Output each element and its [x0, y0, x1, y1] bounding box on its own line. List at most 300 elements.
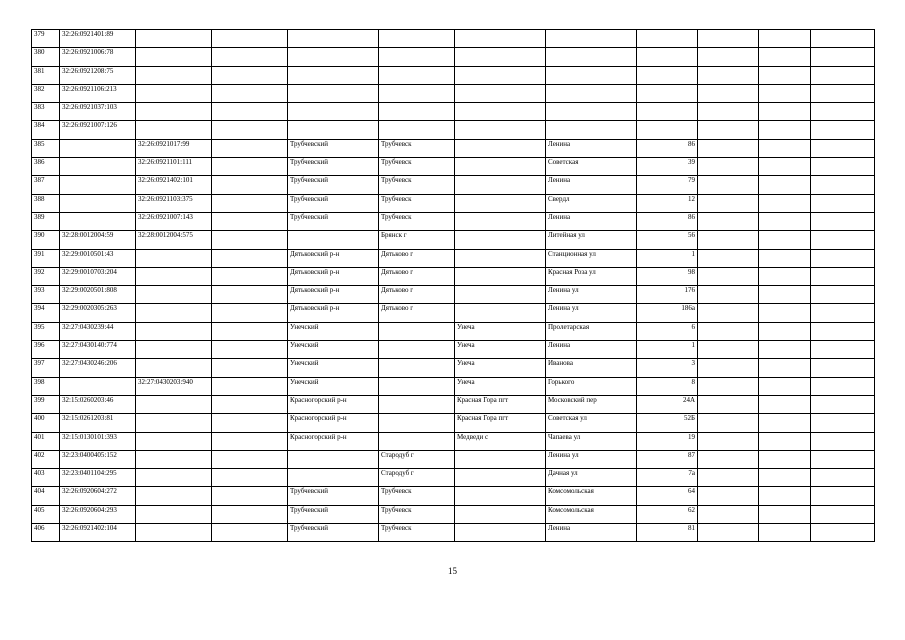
- table-row: [32, 103, 875, 121]
- table-cell: [288, 48, 379, 66]
- table-cell: 402: [32, 450, 60, 468]
- table-cell: 32:15:0261203:81: [60, 414, 136, 432]
- table-cell: [698, 139, 759, 157]
- table-cell: [759, 176, 811, 194]
- table-row: [32, 487, 875, 505]
- table-cell: 176: [637, 286, 698, 304]
- table-cell: 385: [32, 139, 60, 157]
- table-cell: 8: [637, 377, 698, 395]
- table-cell: 32:26:0921401:89: [60, 30, 136, 48]
- table-row: [32, 84, 875, 102]
- table-row: [32, 121, 875, 139]
- table-cell: [379, 359, 455, 377]
- table-cell: [136, 84, 212, 102]
- table-cell: [811, 84, 875, 102]
- table-cell: [698, 450, 759, 468]
- table-cell: Дятьковский р-н: [288, 267, 379, 285]
- table-cell: Станционная ул: [546, 249, 637, 267]
- table-cell: Трубчевский: [288, 505, 379, 523]
- table-cell: 32:29:0010703:204: [60, 267, 136, 285]
- table-cell: [455, 158, 546, 176]
- table-cell: [455, 304, 546, 322]
- table-row: [32, 194, 875, 212]
- table-cell: [698, 469, 759, 487]
- table-cell: 32:26:0920604:293: [60, 505, 136, 523]
- table-cell: [136, 286, 212, 304]
- table-cell: [136, 48, 212, 66]
- table-cell: [379, 84, 455, 102]
- table-cell: [379, 322, 455, 340]
- table-cell: [698, 341, 759, 359]
- table-cell: Унечский: [288, 377, 379, 395]
- table-cell: [811, 103, 875, 121]
- table-cell: [136, 121, 212, 139]
- table-cell: [212, 48, 288, 66]
- table-cell: 86: [637, 212, 698, 230]
- table-cell: [637, 121, 698, 139]
- table-cell: Московский пер: [546, 395, 637, 413]
- table-cell: [811, 304, 875, 322]
- table-cell: [455, 66, 546, 84]
- table-cell: [759, 341, 811, 359]
- table-cell: [698, 103, 759, 121]
- table-cell: [759, 139, 811, 157]
- table-cell: 32:26:0921402:104: [60, 524, 136, 542]
- table-cell: Ленина ул: [546, 304, 637, 322]
- table-cell: [698, 395, 759, 413]
- table-cell: [136, 304, 212, 322]
- table-cell: [759, 469, 811, 487]
- table-cell: Красная Роза ул: [546, 267, 637, 285]
- table-cell: 32:28:0012004:575: [136, 231, 212, 249]
- table-cell: [288, 469, 379, 487]
- table-cell: [136, 341, 212, 359]
- table-row: [32, 304, 875, 322]
- table-cell: Трубчевский: [288, 158, 379, 176]
- table-cell: [811, 469, 875, 487]
- table-cell: [455, 267, 546, 285]
- table-cell: 383: [32, 103, 60, 121]
- table-cell: 395: [32, 322, 60, 340]
- table-cell: [637, 30, 698, 48]
- table-row: [32, 231, 875, 249]
- table-cell: [811, 249, 875, 267]
- table-cell: Трубчевский: [288, 139, 379, 157]
- table-cell: Советская ул: [546, 414, 637, 432]
- table-cell: [212, 249, 288, 267]
- table-cell: [136, 524, 212, 542]
- table-cell: [811, 30, 875, 48]
- table-cell: 388: [32, 194, 60, 212]
- table-cell: 32:26:0921101:111: [136, 158, 212, 176]
- table-cell: [546, 84, 637, 102]
- table-cell: [212, 341, 288, 359]
- table-cell: 394: [32, 304, 60, 322]
- table-cell: [212, 432, 288, 450]
- table-cell: Красная Гора пгт: [455, 395, 546, 413]
- table-cell: Дятьково г: [379, 249, 455, 267]
- table-cell: 32:26:0921017:99: [136, 139, 212, 157]
- table-cell: Унеча: [455, 322, 546, 340]
- table-cell: [379, 377, 455, 395]
- table-cell: [455, 286, 546, 304]
- table-cell: Унечский: [288, 341, 379, 359]
- table-cell: 32:29:0010501:43: [60, 249, 136, 267]
- table-cell: Иванова: [546, 359, 637, 377]
- table-cell: [136, 505, 212, 523]
- table-cell: Ленина: [546, 212, 637, 230]
- data-table: [31, 29, 875, 542]
- table-cell: [455, 30, 546, 48]
- table-cell: [759, 359, 811, 377]
- table-cell: Унеча: [455, 341, 546, 359]
- table-cell: [811, 121, 875, 139]
- table-cell: Брянск г: [379, 231, 455, 249]
- table-cell: 64: [637, 487, 698, 505]
- table-cell: [136, 487, 212, 505]
- table-cell: Трубчевск: [379, 176, 455, 194]
- table-cell: [698, 249, 759, 267]
- table-cell: [759, 231, 811, 249]
- table-cell: Дятьково г: [379, 267, 455, 285]
- table-cell: [811, 158, 875, 176]
- table-cell: [136, 267, 212, 285]
- table-cell: [698, 121, 759, 139]
- table-row: [32, 524, 875, 542]
- table-cell: [136, 249, 212, 267]
- table-cell: [698, 377, 759, 395]
- table-cell: 391: [32, 249, 60, 267]
- table-cell: [60, 212, 136, 230]
- table-cell: Унечский: [288, 359, 379, 377]
- table-cell: 81: [637, 524, 698, 542]
- table-row: [32, 450, 875, 468]
- table-cell: Трубчевский: [288, 194, 379, 212]
- table-cell: [455, 469, 546, 487]
- table-row: [32, 505, 875, 523]
- table-row: [32, 377, 875, 395]
- table-cell: 62: [637, 505, 698, 523]
- table-cell: [759, 121, 811, 139]
- table-cell: [212, 395, 288, 413]
- table-cell: [698, 487, 759, 505]
- table-cell: [759, 194, 811, 212]
- table-cell: Литейная ул: [546, 231, 637, 249]
- table-cell: 380: [32, 48, 60, 66]
- table-cell: 24А: [637, 395, 698, 413]
- table-cell: [212, 524, 288, 542]
- table-cell: Трубчевск: [379, 194, 455, 212]
- table-cell: [60, 158, 136, 176]
- table-cell: [759, 84, 811, 102]
- table-cell: 32:26:0921007:126: [60, 121, 136, 139]
- table-cell: [212, 176, 288, 194]
- table-cell: Трубчевский: [288, 212, 379, 230]
- table-cell: [212, 103, 288, 121]
- table-cell: [759, 103, 811, 121]
- table-cell: [811, 231, 875, 249]
- table-cell: [759, 48, 811, 66]
- table-cell: [811, 432, 875, 450]
- table-row: [32, 158, 875, 176]
- table-cell: [455, 450, 546, 468]
- table-cell: [698, 66, 759, 84]
- table-cell: [546, 103, 637, 121]
- table-cell: [637, 48, 698, 66]
- table-cell: [212, 158, 288, 176]
- table-cell: Ленина: [546, 524, 637, 542]
- table-cell: Пролетарская: [546, 322, 637, 340]
- table-cell: Ленина ул: [546, 450, 637, 468]
- table-cell: [136, 450, 212, 468]
- table-cell: [379, 414, 455, 432]
- table-cell: 3: [637, 359, 698, 377]
- table-cell: [698, 194, 759, 212]
- table-cell: 387: [32, 176, 60, 194]
- table-cell: [759, 395, 811, 413]
- table-cell: 32:28:0012004:59: [60, 231, 136, 249]
- table-cell: Ленина: [546, 176, 637, 194]
- table-cell: [546, 48, 637, 66]
- table-cell: [698, 48, 759, 66]
- table-cell: Дачная ул: [546, 469, 637, 487]
- table-cell: 32:26:0921402:101: [136, 176, 212, 194]
- table-cell: [698, 267, 759, 285]
- table-cell: 1: [637, 341, 698, 359]
- table-cell: 32:27:0430203:940: [136, 377, 212, 395]
- table-cell: [136, 103, 212, 121]
- table-cell: Красногорский р-н: [288, 432, 379, 450]
- table-cell: [455, 231, 546, 249]
- table-cell: [811, 212, 875, 230]
- table-cell: 405: [32, 505, 60, 523]
- table-cell: [759, 450, 811, 468]
- table-cell: Советская: [546, 158, 637, 176]
- table-cell: [212, 505, 288, 523]
- table-cell: 52Б: [637, 414, 698, 432]
- table-cell: Унечский: [288, 322, 379, 340]
- table-cell: [811, 450, 875, 468]
- table-cell: Дятьково г: [379, 304, 455, 322]
- table-cell: [811, 48, 875, 66]
- table-cell: [288, 30, 379, 48]
- table-cell: [136, 359, 212, 377]
- table-cell: [698, 432, 759, 450]
- table-cell: [811, 524, 875, 542]
- table-cell: 384: [32, 121, 60, 139]
- table-cell: 98: [637, 267, 698, 285]
- table-cell: [212, 414, 288, 432]
- table-cell: Трубчевск: [379, 212, 455, 230]
- table-cell: [698, 304, 759, 322]
- table-cell: [60, 139, 136, 157]
- table-cell: [379, 30, 455, 48]
- table-cell: [811, 322, 875, 340]
- table-cell: [811, 341, 875, 359]
- table-cell: [637, 103, 698, 121]
- table-cell: [759, 304, 811, 322]
- table-cell: 32:26:0920604:272: [60, 487, 136, 505]
- table-cell: Медведи с: [455, 432, 546, 450]
- table-cell: [136, 395, 212, 413]
- table-cell: 392: [32, 267, 60, 285]
- table-cell: Красногорский р-н: [288, 414, 379, 432]
- table-cell: 32:26:0921208:75: [60, 66, 136, 84]
- table-cell: [60, 377, 136, 395]
- table-cell: 32:27:0430239:44: [60, 322, 136, 340]
- table-cell: 56: [637, 231, 698, 249]
- table-cell: 401: [32, 432, 60, 450]
- table-cell: Унеча: [455, 359, 546, 377]
- table-cell: [455, 249, 546, 267]
- table-cell: [288, 66, 379, 84]
- table-cell: [212, 450, 288, 468]
- table-cell: [136, 432, 212, 450]
- table-cell: [455, 121, 546, 139]
- table-cell: [546, 30, 637, 48]
- table-cell: 1: [637, 249, 698, 267]
- table-row: [32, 249, 875, 267]
- table-cell: Дятьковский р-н: [288, 249, 379, 267]
- table-cell: [212, 469, 288, 487]
- table-cell: Ленина: [546, 139, 637, 157]
- table-cell: [698, 231, 759, 249]
- table-cell: Трубчевск: [379, 487, 455, 505]
- table-cell: [759, 158, 811, 176]
- table-cell: Ленина ул: [546, 286, 637, 304]
- table-row: [32, 359, 875, 377]
- table-cell: 398: [32, 377, 60, 395]
- table-cell: [759, 487, 811, 505]
- table-cell: Трубчевск: [379, 505, 455, 523]
- table-cell: Горького: [546, 377, 637, 395]
- table-row: [32, 212, 875, 230]
- table-row: [32, 286, 875, 304]
- table-row: [32, 176, 875, 194]
- table-cell: 79: [637, 176, 698, 194]
- table-cell: 32:27:0430246:206: [60, 359, 136, 377]
- table-cell: Чапаева ул: [546, 432, 637, 450]
- table-cell: [136, 322, 212, 340]
- table-cell: [759, 249, 811, 267]
- table-cell: [759, 212, 811, 230]
- table-cell: 403: [32, 469, 60, 487]
- table-cell: [759, 377, 811, 395]
- table-cell: 404: [32, 487, 60, 505]
- table-row: [32, 66, 875, 84]
- table-row: [32, 395, 875, 413]
- table-cell: Комсомольская: [546, 505, 637, 523]
- table-cell: Дятьковский р-н: [288, 286, 379, 304]
- table-cell: Трубчевск: [379, 524, 455, 542]
- table-cell: [455, 176, 546, 194]
- table-cell: [212, 487, 288, 505]
- table-cell: [288, 121, 379, 139]
- table-cell: [698, 359, 759, 377]
- table-cell: [212, 212, 288, 230]
- table-cell: [811, 487, 875, 505]
- table-cell: Красная Гора пгт: [455, 414, 546, 432]
- table-cell: [455, 103, 546, 121]
- table-cell: Стародуб г: [379, 469, 455, 487]
- table-cell: [455, 524, 546, 542]
- table-cell: 32:26:0921006:78: [60, 48, 136, 66]
- table-cell: 379: [32, 30, 60, 48]
- table-cell: [212, 194, 288, 212]
- table-cell: Дятьково г: [379, 286, 455, 304]
- table-cell: [811, 139, 875, 157]
- table-cell: [212, 139, 288, 157]
- table-cell: [455, 487, 546, 505]
- table-cell: [698, 505, 759, 523]
- table-cell: [379, 66, 455, 84]
- table-cell: [759, 414, 811, 432]
- table-cell: [811, 414, 875, 432]
- table-cell: [759, 267, 811, 285]
- table-cell: 32:29:0020305:263: [60, 304, 136, 322]
- table-cell: [379, 341, 455, 359]
- table-cell: Унеча: [455, 377, 546, 395]
- table-cell: [212, 322, 288, 340]
- table-cell: [637, 66, 698, 84]
- table-cell: [288, 231, 379, 249]
- table-cell: [698, 84, 759, 102]
- table-cell: [759, 432, 811, 450]
- table-cell: 32:26:0921007:143: [136, 212, 212, 230]
- table-cell: [136, 414, 212, 432]
- table-cell: 399: [32, 395, 60, 413]
- table-cell: [212, 304, 288, 322]
- table-cell: [379, 432, 455, 450]
- table-cell: [136, 66, 212, 84]
- table-cell: 382: [32, 84, 60, 102]
- table-cell: 393: [32, 286, 60, 304]
- table-cell: 32:29:0020501:808: [60, 286, 136, 304]
- table-cell: [759, 505, 811, 523]
- table-cell: [811, 176, 875, 194]
- table-cell: Трубчевский: [288, 487, 379, 505]
- table-cell: [212, 231, 288, 249]
- table-cell: [455, 139, 546, 157]
- table-cell: [455, 84, 546, 102]
- table-cell: [212, 30, 288, 48]
- table-row: [32, 267, 875, 285]
- table-cell: [379, 103, 455, 121]
- table-cell: Трубчевск: [379, 139, 455, 157]
- table-cell: 390: [32, 231, 60, 249]
- table-cell: [698, 176, 759, 194]
- table-cell: 406: [32, 524, 60, 542]
- table-cell: 400: [32, 414, 60, 432]
- table-cell: 32:27:0430140:774: [60, 341, 136, 359]
- table-cell: 32:26:0921103:375: [136, 194, 212, 212]
- table-cell: [811, 267, 875, 285]
- table-row: [32, 48, 875, 66]
- table-cell: 32:26:0921037:103: [60, 103, 136, 121]
- table-row: [32, 139, 875, 157]
- table-cell: 381: [32, 66, 60, 84]
- table-cell: [136, 469, 212, 487]
- table-cell: [288, 84, 379, 102]
- table-cell: 389: [32, 212, 60, 230]
- table-cell: [212, 267, 288, 285]
- table-row: [32, 341, 875, 359]
- table-cell: 397: [32, 359, 60, 377]
- page-number: 15: [448, 566, 457, 576]
- table-cell: [811, 505, 875, 523]
- table-cell: 32:15:0130101:393: [60, 432, 136, 450]
- table-cell: [455, 505, 546, 523]
